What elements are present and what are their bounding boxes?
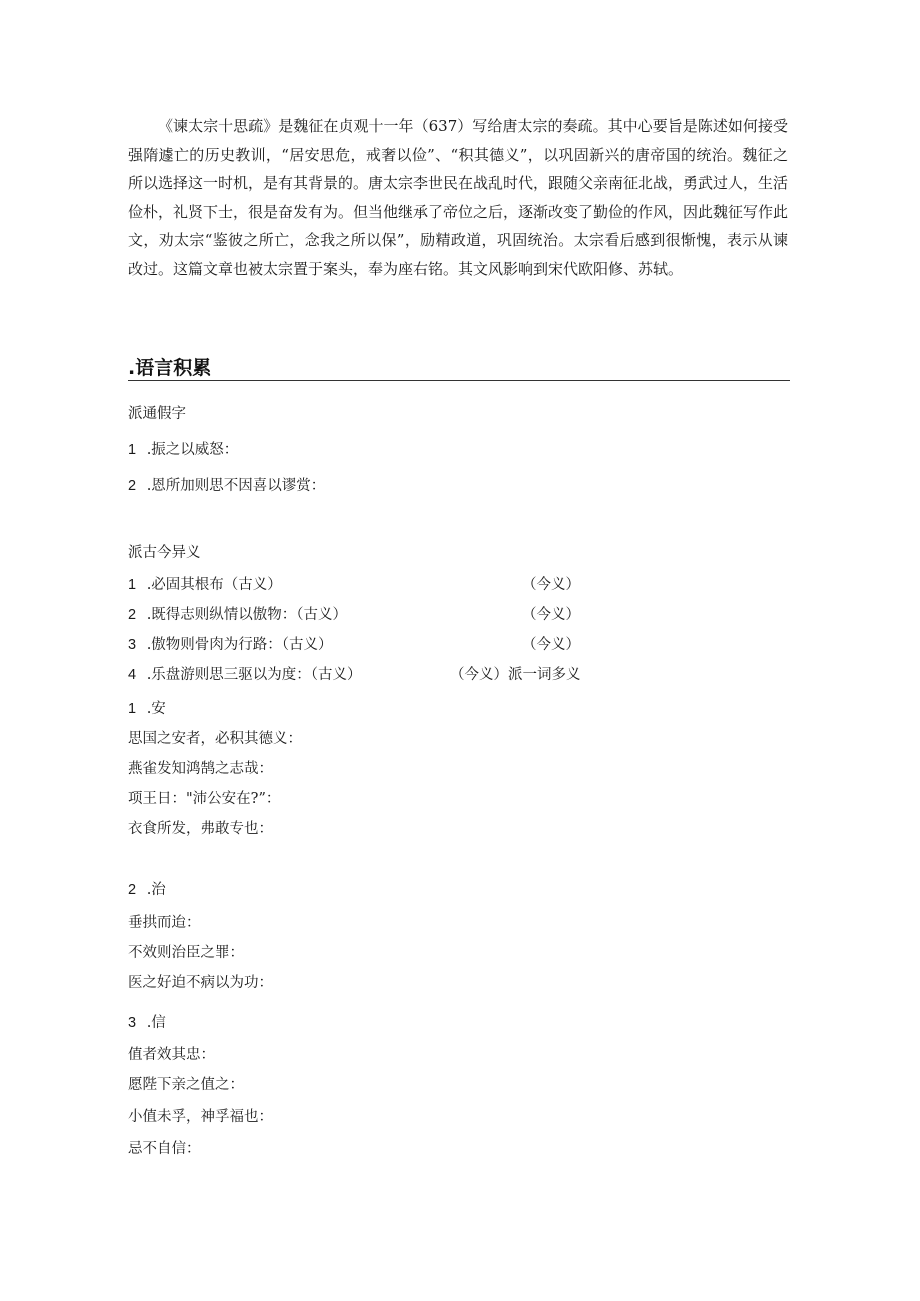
duoyi-example: 不效则治臣之罪： — [128, 945, 244, 961]
gujin-item-1 — [128, 573, 282, 594]
duoyi-example: 思国之安者，必积其德义： — [128, 731, 302, 747]
duoyi-example: 小值未孚，神孚福也： — [128, 1109, 273, 1125]
item-word: .安 — [146, 701, 166, 717]
tongjia-title: 派通假字 — [128, 406, 186, 422]
item-word: .信 — [146, 1015, 166, 1031]
heading-divider — [128, 380, 790, 381]
item-text: .傲物则骨肉为行路：（古义） — [146, 637, 333, 653]
duoyi-word-zhi — [128, 878, 166, 899]
intro-text: 《谏太宗十思疏》是魏征在贞观十一年（637）写给唐太宗的奏疏。其中心要旨是陈述如何接受强隋遽亡的历史教训，“居安思危，戒奢以俭”、“积其德义”，以巩固新兴的唐帝国的统治。魏征之所以选择这一时机，是有其背景的。唐太宗李世民在战乱时代，跟随父亲南征北战，勇武过人，生活俭朴，礼贤下士，很是奋发有为。但当他继承了帝位之后，逐渐改变了勤俭的作风，因此魏征写作此文，劝太宗“鉴彼之所亡，念我之所以保”，励精政道，巩固统治。太宗看后感到很惭愧，表示从谏改过。这篇文章也被太宗置于案头，奉为座右铭。其文风影响到宋代欧阳修、苏轼。 — [128, 117, 789, 278]
gujin-item-3-modern: （今义） — [522, 637, 580, 653]
item-number: 1 — [128, 577, 137, 593]
duoyi-example: 医之好迫不病以为功： — [128, 975, 273, 991]
duoyi-word-xin — [128, 1011, 166, 1032]
gujin-item-3 — [128, 633, 333, 654]
gujin-item-4 — [128, 663, 362, 684]
item-number: 1 — [128, 442, 137, 458]
item-text: .必固其根布（古义） — [146, 577, 282, 593]
item-number: 3 — [128, 1015, 137, 1031]
item-number: 2 — [128, 607, 137, 623]
tongjia-item-2 — [128, 474, 325, 495]
duoyi-example: 忌不自信： — [128, 1141, 201, 1157]
gujin-item-4-modern: （今义）派一词多义 — [450, 667, 581, 683]
item-text: .乐盘游则思三驱以为度：（古义） — [146, 667, 362, 683]
item-number: 3 — [128, 637, 137, 653]
gujin-item-2 — [128, 603, 347, 624]
item-text: .既得志则纵情以傲物：（古义） — [146, 607, 348, 623]
item-number: 1 — [128, 701, 137, 717]
item-text: .振之以威怒： — [146, 442, 239, 458]
duoyi-example: 愿陛下亲之值之： — [128, 1077, 244, 1093]
duoyi-example: 衣食所发，弗敢专也： — [128, 821, 273, 837]
section-heading: .语言积累 — [128, 357, 212, 379]
intro-paragraph — [128, 112, 788, 284]
item-word: .治 — [146, 882, 166, 898]
duoyi-word-an — [128, 697, 166, 718]
duoyi-example: 项王日："沛公安在?”： — [128, 791, 281, 807]
item-text: .恩所加则思不因喜以谬赏： — [146, 478, 326, 494]
duoyi-example: 垂拱而迨： — [128, 915, 201, 931]
tongjia-item-1 — [128, 438, 238, 459]
duoyi-example: 燕雀发知鸿鹄之志哉： — [128, 761, 273, 777]
gujin-item-2-modern: （今义） — [522, 607, 580, 623]
item-number: 2 — [128, 882, 137, 898]
item-number: 2 — [128, 478, 137, 494]
duoyi-example: 值者效其忠： — [128, 1047, 215, 1063]
item-number: 4 — [128, 667, 137, 683]
gujin-item-1-modern: （今义） — [522, 577, 580, 593]
gujin-title: 派古今异义 — [128, 545, 201, 561]
